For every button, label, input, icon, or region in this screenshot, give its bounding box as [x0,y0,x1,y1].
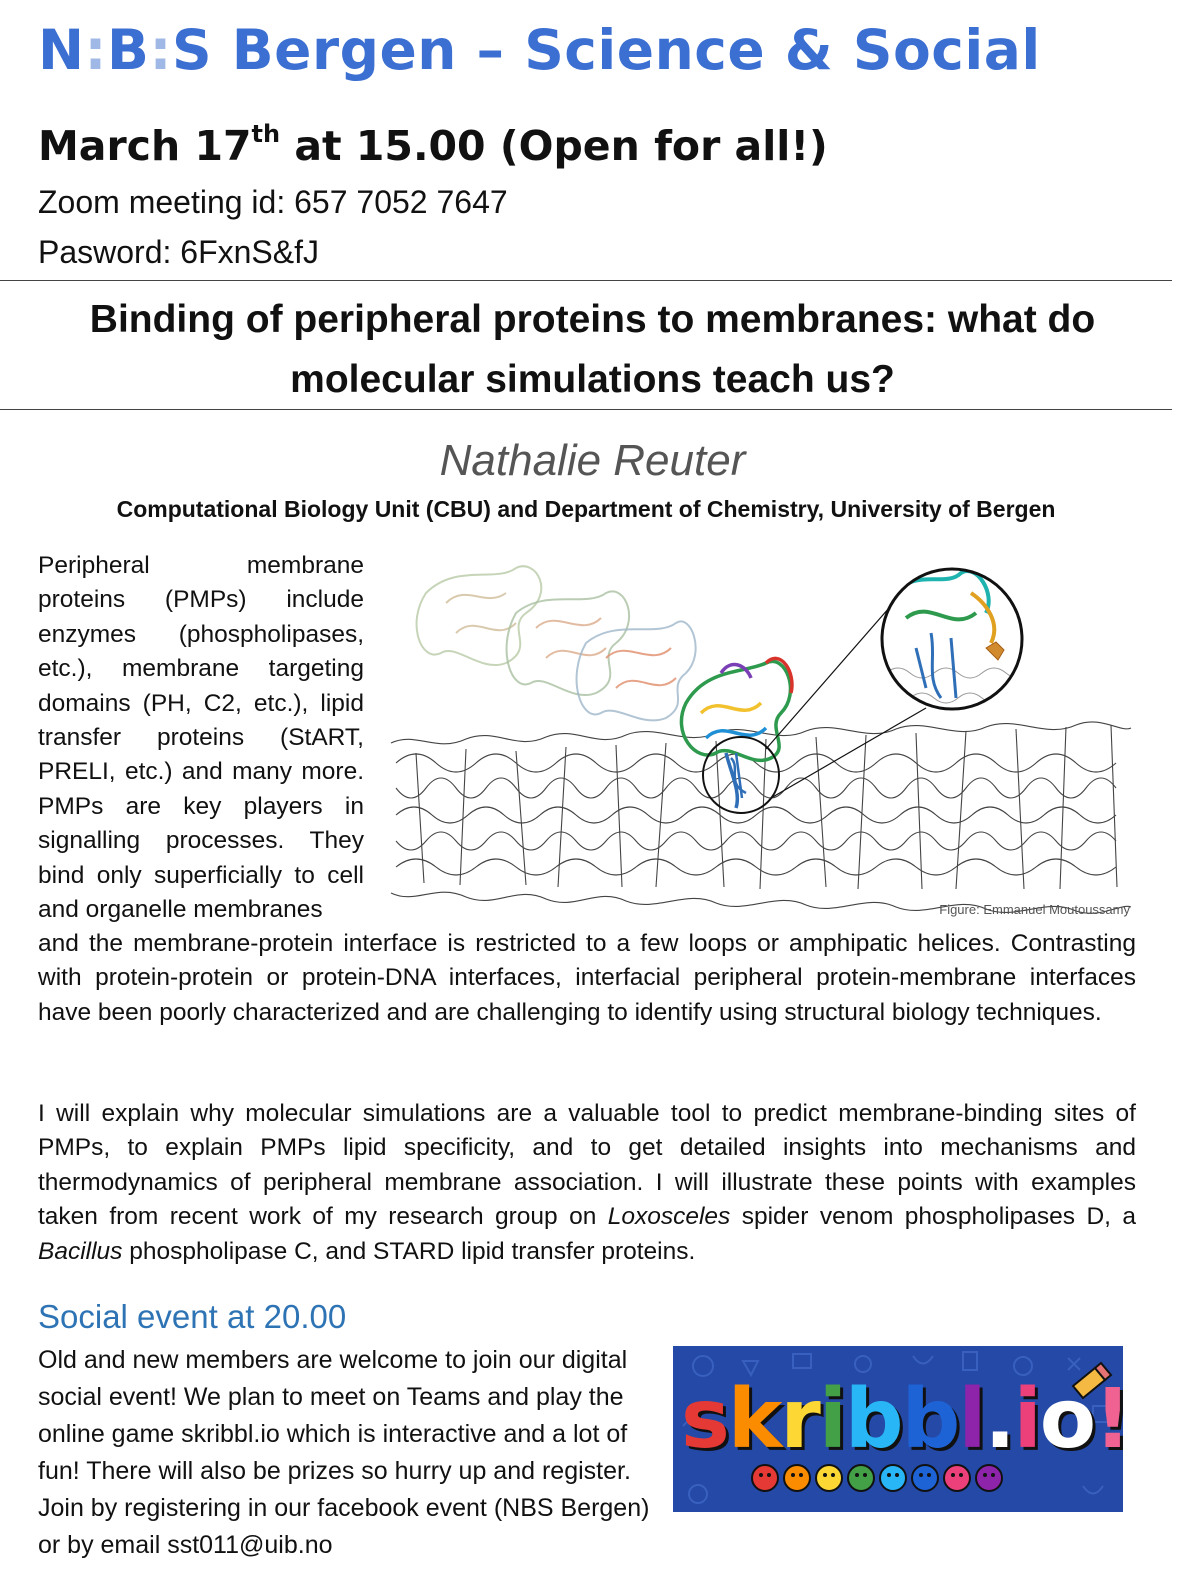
abstract-p2-genus-bacillus: Bacillus [38,1237,123,1265]
logo-letter: o [1039,1372,1095,1467]
speaker-affiliation: Computational Biology Unit (CBU) and Department of Chemistry, University of Bergen [116,496,1056,522]
zoom-password: Pasword: 6FxnS&fJ [38,234,319,270]
binding-site-highlight [703,737,779,813]
org-letter-b: B [107,18,150,82]
event-date [38,122,828,170]
talk-title: Binding of peripheral proteins to membranes: what do molecular simulations teach us? [89,298,1096,401]
skribbl-logo-text [681,1372,1129,1467]
abstract-paragraph-2 [38,1097,1136,1269]
social-event-heading: Social event at 20.00 [38,1298,347,1335]
event-date-main: March 17 [38,122,252,170]
figure-credit: Figure: Emmanuel Moutoussamy [939,902,1130,917]
org-colon-2: : [149,18,172,82]
abstract-p2-genus-loxosceles: Loxosceles [607,1203,731,1231]
social-event-text: Old and new members are welcome to join our digital social event! We plan to meet on Teams and play the online game skribbl.io which is interactive and a lot of fun! There will also be prizes so hurry up and register. Join by registering in our facebook event (NBS Bergen) or by email sst011@uib.no [38,1346,650,1559]
abstract-p2-part-c: phospholipase C, and STARD lipid transfer proteins. [122,1237,696,1265]
membrane-protein-figure [386,553,1136,923]
player-avatars [752,1465,1002,1491]
org-title [38,18,1041,82]
logo-letter: k [727,1372,781,1467]
logo-letter: l [958,1372,985,1467]
logo-letter: s [681,1372,728,1467]
event-date-sup: th [251,120,281,148]
divider-bottom [0,409,1172,410]
speaker-name: Nathalie Reuter [439,436,746,485]
logo-letter: b [844,1372,902,1467]
logo-letter: i [1013,1372,1040,1467]
protein-trajectory-illustration [417,566,696,720]
abstract-paragraph-1-continued: and the membrane-protein interface is restricted to a few loops or amphipatic helices. Contrasting with protein-protein or protein-DNA interfaces, interfacial peripheral protein-membrane interfaces have been poorly characterized and are challenging to identify using structural biology techniques. [38,930,1136,1026]
org-letter-s: S [171,18,213,82]
abstract-p2-part-b: spider venom phospholipases D, a [730,1203,1136,1231]
org-colon-1: : [84,18,108,82]
org-title-rest: Bergen – Science & Social [212,18,1041,82]
divider-top [0,280,1172,281]
org-letter-n: N [38,18,85,82]
zoom-meeting-id: Zoom meeting id: 657 7052 7647 [38,184,508,220]
logo-letter: r [780,1372,819,1467]
logo-letter: b [901,1372,959,1467]
skribbl-logo [673,1346,1130,1512]
lipid-bilayer-illustration [391,722,1131,913]
logo-letter: i [818,1372,845,1467]
abstract-paragraph-1-column: Peripheral membrane proteins (PMPs) include enzymes (phospholipases, etc.), membrane targeting domains (PH, C2, etc.), lipid transfer proteins (StART, PRELI, etc.) and many more. PMPs are key players in signalling processes. They bind only superficially to cell and organelle membranes [38,552,364,924]
logo-letter: . [984,1372,1014,1467]
zoom-inset [876,563,1036,723]
logo-letter: ! [1094,1372,1130,1467]
event-date-rest: at 15.00 (Open for all!) [280,122,828,170]
abstract-p2-part-a: I will explain why molecular simulations are a valuable tool to predict membrane-binding sites of PMPs, to explain PMPs lipid specificity, and to get detailed insights into mechanisms and thermodynamics of peripheral membrane association. I will illustrate these points with examples taken from recent work of my research group on [38,1100,1136,1231]
